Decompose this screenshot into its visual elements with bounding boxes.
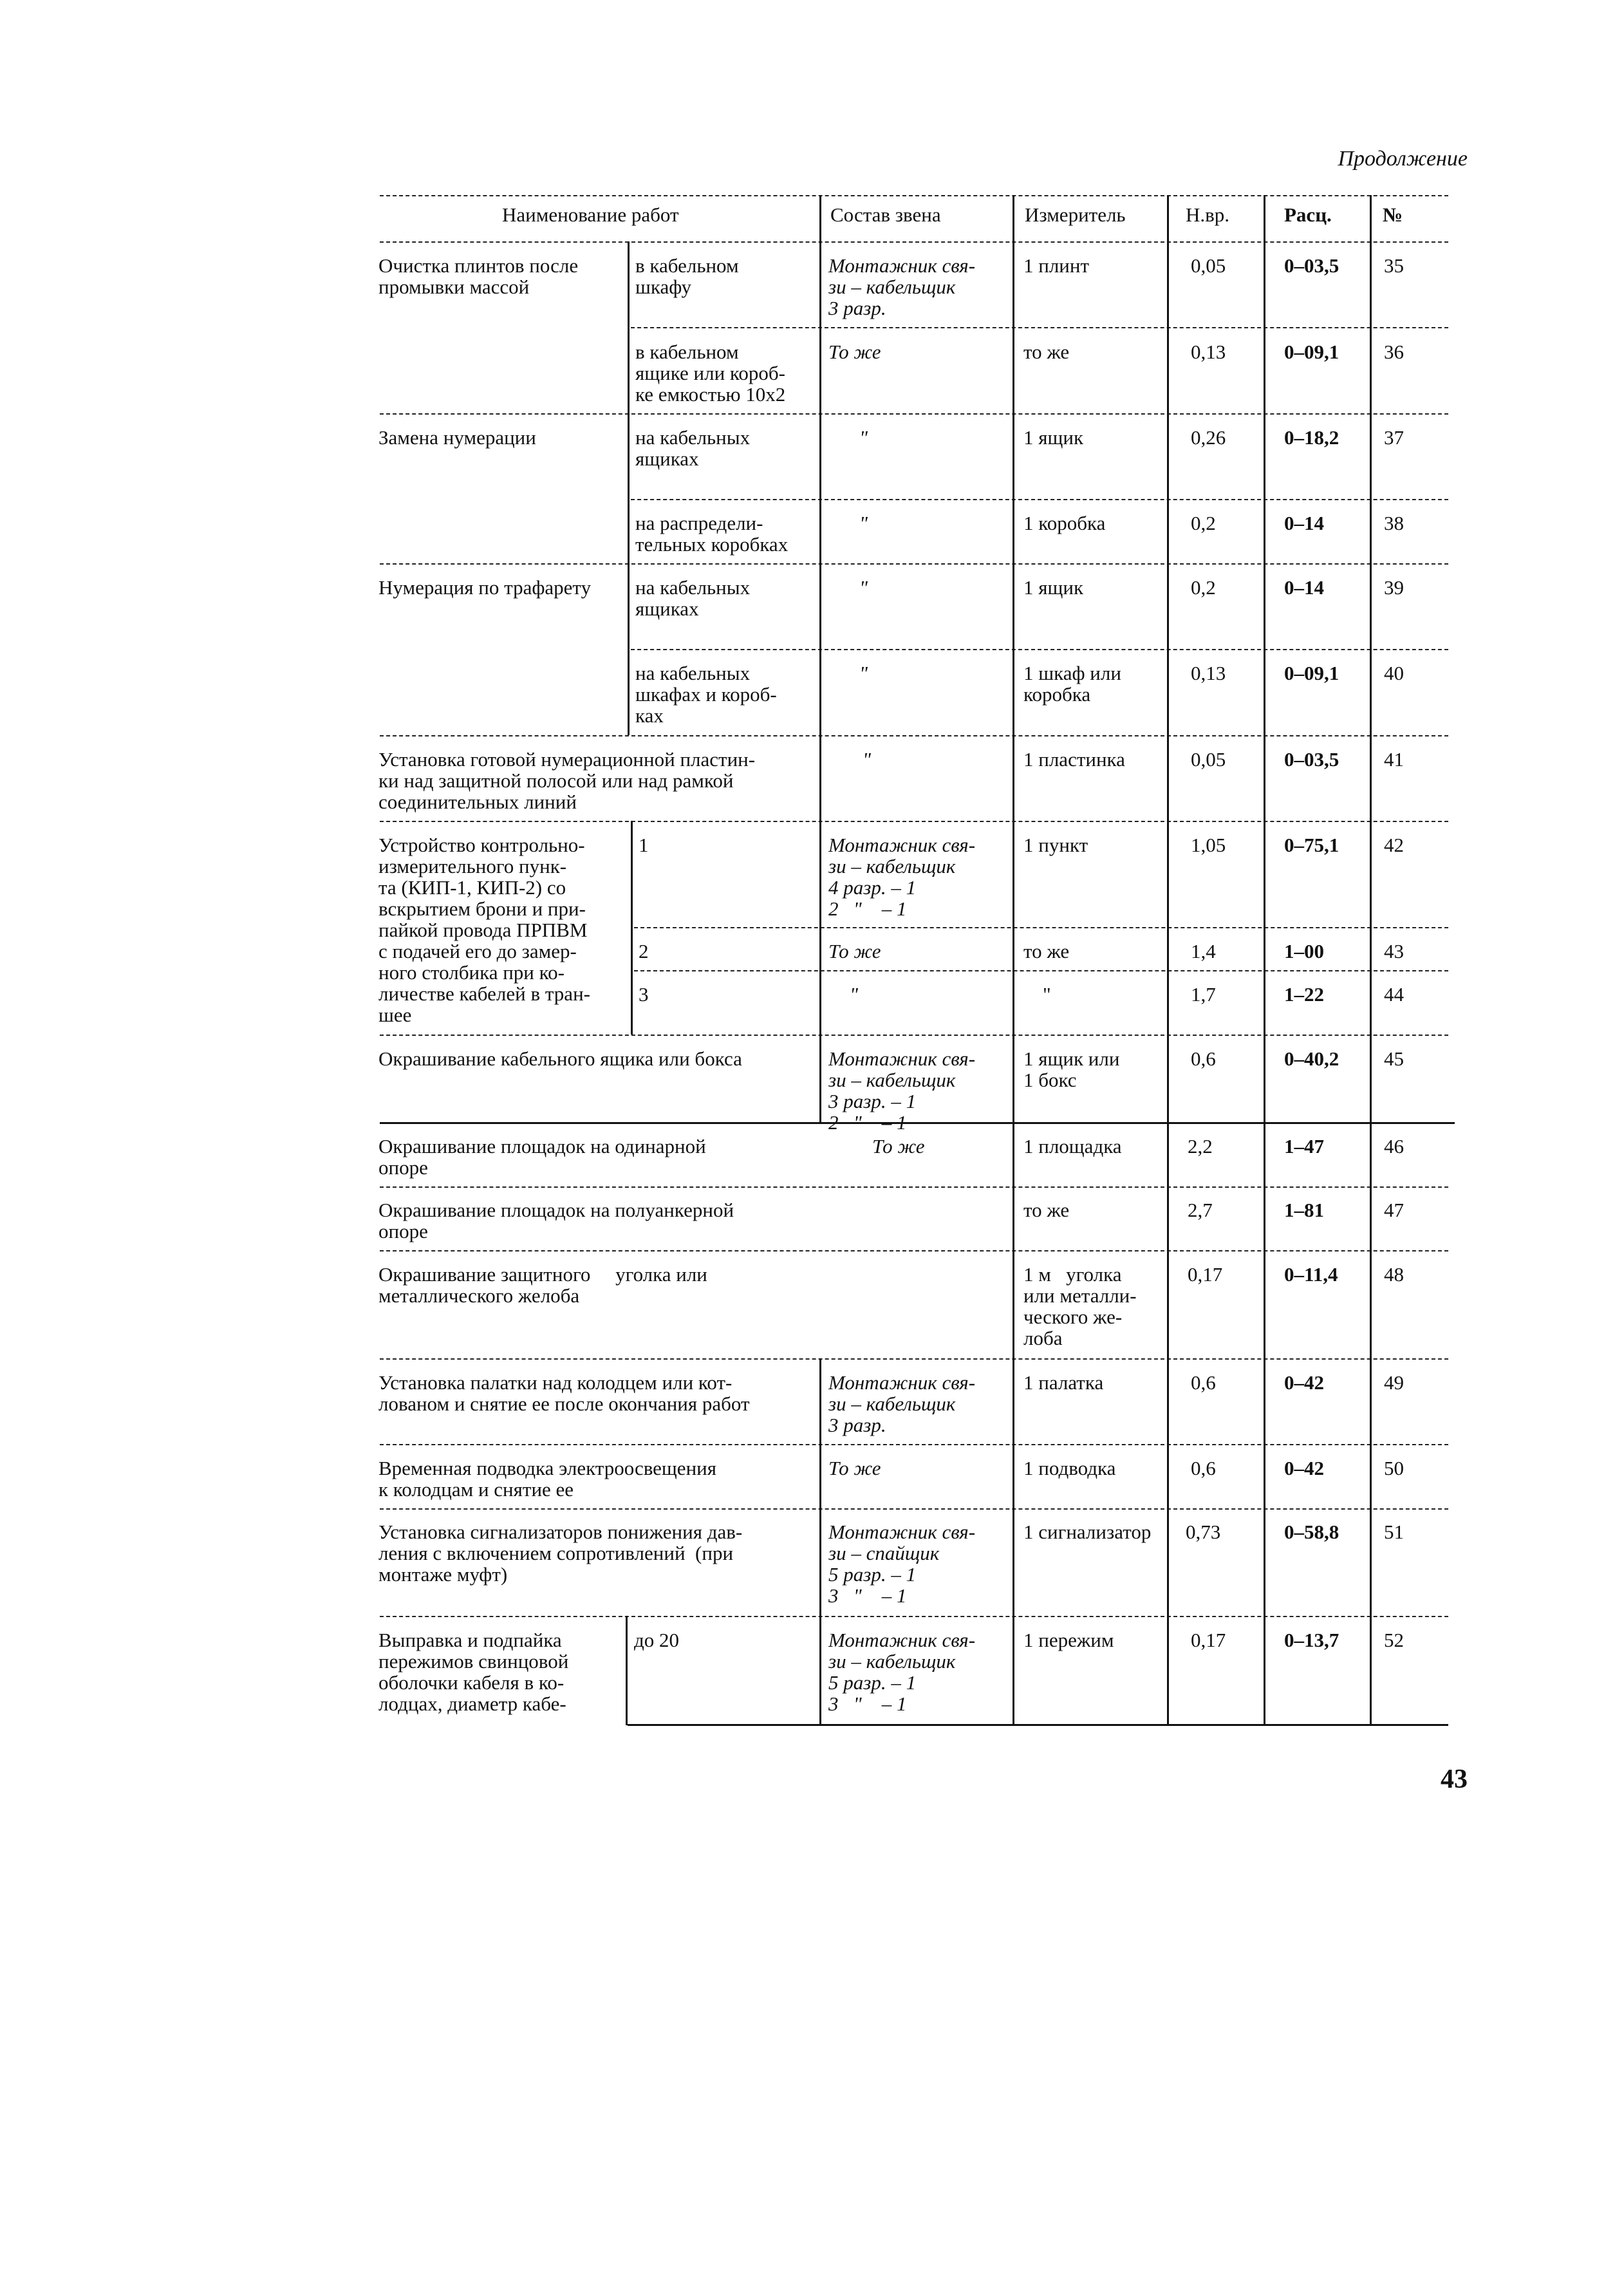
row-44-num: 44 bbox=[1384, 983, 1404, 1006]
row-50-rate: 0–42 bbox=[1284, 1457, 1324, 1479]
row-41-rate: 0–03,5 bbox=[1284, 748, 1339, 771]
row-42-unit: 1 пункт bbox=[1023, 834, 1088, 856]
row-37-crew: " bbox=[859, 426, 868, 449]
row-40-norm: 0,13 bbox=[1191, 662, 1226, 684]
row-42-crew: Монтажник свя- зи – кабельщик 4 разр. – 1 2 " – 1 bbox=[828, 834, 976, 920]
row-43-unit: то же bbox=[1023, 940, 1070, 962]
row-42-name: Устройство контрольно- измерительного пунк- та (КИП-1, КИП-2) со вскрытием брони и при- пайкой провода ПРПВМ с подачей его до замер- ного столбика при ко- личестве кабелей в тран- шее bbox=[378, 834, 590, 1026]
rule-47-48 bbox=[380, 1250, 1448, 1251]
row-48-name: Окрашивание защитного уголка или металлического желоба bbox=[378, 1263, 707, 1307]
row-35-rate: 0–03,5 bbox=[1284, 254, 1339, 277]
row-35-unit: 1 плинт bbox=[1023, 254, 1090, 277]
rule-46-47 bbox=[380, 1186, 1448, 1188]
row-44-norm: 1,7 bbox=[1191, 983, 1216, 1006]
page-number: 43 bbox=[1441, 1765, 1468, 1794]
header-rate: Расц. bbox=[1284, 203, 1332, 226]
row-49-num: 49 bbox=[1384, 1371, 1404, 1394]
row-49-crew: Монтажник свя- зи – кабельщик 3 разр. bbox=[828, 1371, 976, 1436]
header-name: Наименование работ bbox=[502, 203, 679, 226]
row-49-rate: 0–42 bbox=[1284, 1371, 1324, 1394]
row-48-unit: 1 м уголка или металли- ческого же- лоба bbox=[1023, 1263, 1137, 1349]
rule-40-41 bbox=[380, 735, 1448, 736]
row-51-norm: 0,73 bbox=[1186, 1521, 1221, 1543]
row-39-rate: 0–14 bbox=[1284, 576, 1324, 599]
header-num: № bbox=[1383, 203, 1403, 226]
row-48-norm: 0,17 bbox=[1188, 1263, 1223, 1286]
row-41-name: Установка готовой нумерационной пластин- ки над защитной полосой или над рамкой соединительных линий bbox=[378, 748, 756, 813]
row-40-sub: на кабельных шкафах и короб- ках bbox=[635, 662, 777, 727]
row-45-name: Окрашивание кабельного ящика или бокса bbox=[378, 1047, 742, 1070]
row-50-num: 50 bbox=[1384, 1457, 1404, 1479]
rule-bottom bbox=[628, 1724, 1448, 1726]
row-38-rate: 0–14 bbox=[1284, 512, 1324, 534]
row-49-unit: 1 палатка bbox=[1023, 1371, 1104, 1394]
row-37-num: 37 bbox=[1384, 426, 1404, 449]
row-43-num: 43 bbox=[1384, 940, 1404, 962]
row-49-norm: 0,6 bbox=[1191, 1371, 1216, 1394]
row-36-norm: 0,13 bbox=[1191, 341, 1226, 363]
row-44-crew: " bbox=[850, 983, 859, 1006]
row-49-name: Установка палатки над колодцем или кот- лованом и снятие ее после окончания работ bbox=[378, 1371, 750, 1415]
row-39-crew: " bbox=[859, 576, 868, 599]
rule-44-45 bbox=[380, 1035, 1448, 1036]
row-43-norm: 1,4 bbox=[1191, 940, 1216, 962]
row-47-name: Окрашивание площадок на полуанкерной опоре bbox=[378, 1199, 734, 1242]
col-sep-norm bbox=[1167, 195, 1169, 1725]
row-37-rate: 0–18,2 bbox=[1284, 426, 1339, 449]
row-37-unit: 1 ящик bbox=[1023, 426, 1084, 449]
row-47-unit: то же bbox=[1023, 1199, 1070, 1221]
rule-43-44 bbox=[634, 970, 1448, 971]
col-sep-name-kip bbox=[631, 821, 633, 1035]
rule-49-50 bbox=[380, 1444, 1448, 1445]
row-35-crew: Монтажник свя- зи – кабельщик 3 разр. bbox=[828, 254, 976, 319]
rule-35-36 bbox=[631, 327, 1448, 328]
row-45-num: 45 bbox=[1384, 1047, 1404, 1070]
row-46-name: Окрашивание площадок на одинарной опоре bbox=[378, 1135, 706, 1179]
row-51-rate: 0–58,8 bbox=[1284, 1521, 1339, 1543]
row-51-crew: Монтажник свя- зи – спайщик 5 разр. – 1 3 " – 1 bbox=[828, 1521, 976, 1607]
row-51-num: 51 bbox=[1384, 1521, 1404, 1543]
row-38-sub: на распредели- тельных коробках bbox=[635, 512, 789, 556]
row-39-norm: 0,2 bbox=[1191, 576, 1216, 599]
row-46-num: 46 bbox=[1384, 1135, 1404, 1157]
row-40-crew: " bbox=[859, 662, 868, 684]
header-crew: Состав звена bbox=[830, 203, 941, 226]
rule-top bbox=[380, 195, 1448, 196]
rule-51-52 bbox=[380, 1616, 1448, 1617]
row-40-num: 40 bbox=[1384, 662, 1404, 684]
row-36-rate: 0–09,1 bbox=[1284, 341, 1339, 363]
row-37-name: Замена нумерации bbox=[378, 426, 536, 449]
row-37-sub: на кабельных ящиках bbox=[635, 426, 751, 470]
row-35-norm: 0,05 bbox=[1191, 254, 1226, 277]
row-50-crew: То же bbox=[828, 1457, 881, 1479]
row-47-rate: 1–81 bbox=[1284, 1199, 1324, 1221]
col-sep-crew bbox=[819, 195, 821, 1122]
row-41-unit: 1 пластинка bbox=[1023, 748, 1125, 771]
row-48-num: 48 bbox=[1384, 1263, 1404, 1286]
row-47-norm: 2,7 bbox=[1188, 1199, 1213, 1221]
row-42-sub: 1 bbox=[639, 834, 649, 856]
rule-37-38 bbox=[631, 499, 1448, 500]
row-36-unit: то же bbox=[1023, 341, 1070, 363]
row-45-unit: 1 ящик или 1 бокс bbox=[1023, 1047, 1120, 1091]
row-46-unit: 1 площадка bbox=[1023, 1135, 1122, 1157]
row-40-unit: 1 шкаф или коробка bbox=[1023, 662, 1121, 706]
row-35-sub: в кабельном шкафу bbox=[635, 254, 739, 298]
rule-36-37 bbox=[380, 413, 1448, 415]
row-41-norm: 0,05 bbox=[1191, 748, 1226, 771]
row-36-crew: То же bbox=[828, 341, 881, 363]
row-51-unit: 1 сигнализатор bbox=[1023, 1521, 1152, 1543]
row-39-sub: на кабельных ящиках bbox=[635, 576, 751, 620]
row-46-norm: 2,2 bbox=[1188, 1135, 1213, 1157]
row-42-norm: 1,05 bbox=[1191, 834, 1226, 856]
rule-39-40 bbox=[631, 649, 1448, 650]
row-35-name: Очистка плинтов после промывки массой bbox=[378, 254, 579, 298]
row-40-rate: 0–09,1 bbox=[1284, 662, 1339, 684]
row-39-name: Нумерация по трафарету bbox=[378, 576, 592, 599]
row-46-crew: То же bbox=[872, 1135, 925, 1157]
row-48-rate: 0–11,4 bbox=[1284, 1263, 1338, 1286]
row-36-sub: в кабельном ящике или короб- ке емкостью 10х2 bbox=[635, 341, 786, 406]
row-46-rate: 1–47 bbox=[1284, 1135, 1324, 1157]
row-39-num: 39 bbox=[1384, 576, 1404, 599]
col-sep-name-last bbox=[626, 1616, 628, 1725]
row-50-norm: 0,6 bbox=[1191, 1457, 1216, 1479]
header-unit: Измеритель bbox=[1025, 203, 1126, 226]
row-44-rate: 1–22 bbox=[1284, 983, 1324, 1006]
row-44-unit: " bbox=[1043, 983, 1051, 1006]
row-41-num: 41 bbox=[1384, 748, 1404, 771]
rule-41-42 bbox=[380, 821, 1448, 822]
row-35-num: 35 bbox=[1384, 254, 1404, 277]
rule-38-39 bbox=[380, 563, 1448, 565]
row-44-sub: 3 bbox=[639, 983, 649, 1006]
row-41-crew: " bbox=[863, 748, 872, 771]
row-47-num: 47 bbox=[1384, 1199, 1404, 1221]
col-sep-crew-lower bbox=[819, 1358, 821, 1725]
row-45-norm: 0,6 bbox=[1191, 1047, 1216, 1070]
row-52-crew: Монтажник свя- зи – кабельщик 5 разр. – 1 3 " – 1 bbox=[828, 1629, 976, 1715]
row-38-norm: 0,2 bbox=[1191, 512, 1216, 534]
row-37-norm: 0,26 bbox=[1191, 426, 1226, 449]
row-52-unit: 1 пережим bbox=[1023, 1629, 1114, 1651]
row-52-num: 52 bbox=[1384, 1629, 1404, 1651]
row-38-num: 38 bbox=[1384, 512, 1404, 534]
row-39-unit: 1 ящик bbox=[1023, 576, 1084, 599]
row-52-sub: до 20 bbox=[634, 1629, 680, 1651]
col-sep-rate bbox=[1264, 195, 1265, 1725]
row-52-norm: 0,17 bbox=[1191, 1629, 1226, 1651]
rule-header-bottom bbox=[380, 241, 1448, 243]
row-45-rate: 0–40,2 bbox=[1284, 1047, 1339, 1070]
row-50-name: Временная подводка электроосвещения к колодцам и снятие ее bbox=[378, 1457, 717, 1501]
row-52-name: Выправка и подпайка пережимов свинцовой оболочки кабеля в ко- лодцах, диаметр кабе- bbox=[378, 1629, 569, 1715]
rule-50-51 bbox=[380, 1508, 1448, 1510]
col-sep-num bbox=[1370, 195, 1372, 1725]
row-51-name: Установка сигнализаторов понижения дав- ления с включением сопротивлений (при монтаже муфт) bbox=[378, 1521, 743, 1586]
col-sep-name bbox=[628, 241, 630, 735]
row-36-num: 36 bbox=[1384, 341, 1404, 363]
row-42-num: 42 bbox=[1384, 834, 1404, 856]
row-38-crew: " bbox=[859, 512, 868, 534]
row-50-unit: 1 подводка bbox=[1023, 1457, 1116, 1479]
row-42-rate: 0–75,1 bbox=[1284, 834, 1339, 856]
row-52-rate: 0–13,7 bbox=[1284, 1629, 1339, 1651]
row-38-unit: 1 коробка bbox=[1023, 512, 1106, 534]
col-sep-unit bbox=[1013, 195, 1014, 1725]
rule-48-49 bbox=[380, 1358, 1448, 1360]
row-43-sub: 2 bbox=[639, 940, 649, 962]
continuation-label: Продолжение bbox=[1338, 147, 1468, 171]
row-43-rate: 1–00 bbox=[1284, 940, 1324, 962]
rule-42-43 bbox=[634, 927, 1448, 928]
header-norm: Н.вр. bbox=[1186, 203, 1230, 226]
row-45-crew: Монтажник свя- зи – кабельщик 3 разр. – 1 2 " – 1 bbox=[828, 1047, 976, 1134]
row-43-crew: То же bbox=[828, 940, 881, 962]
